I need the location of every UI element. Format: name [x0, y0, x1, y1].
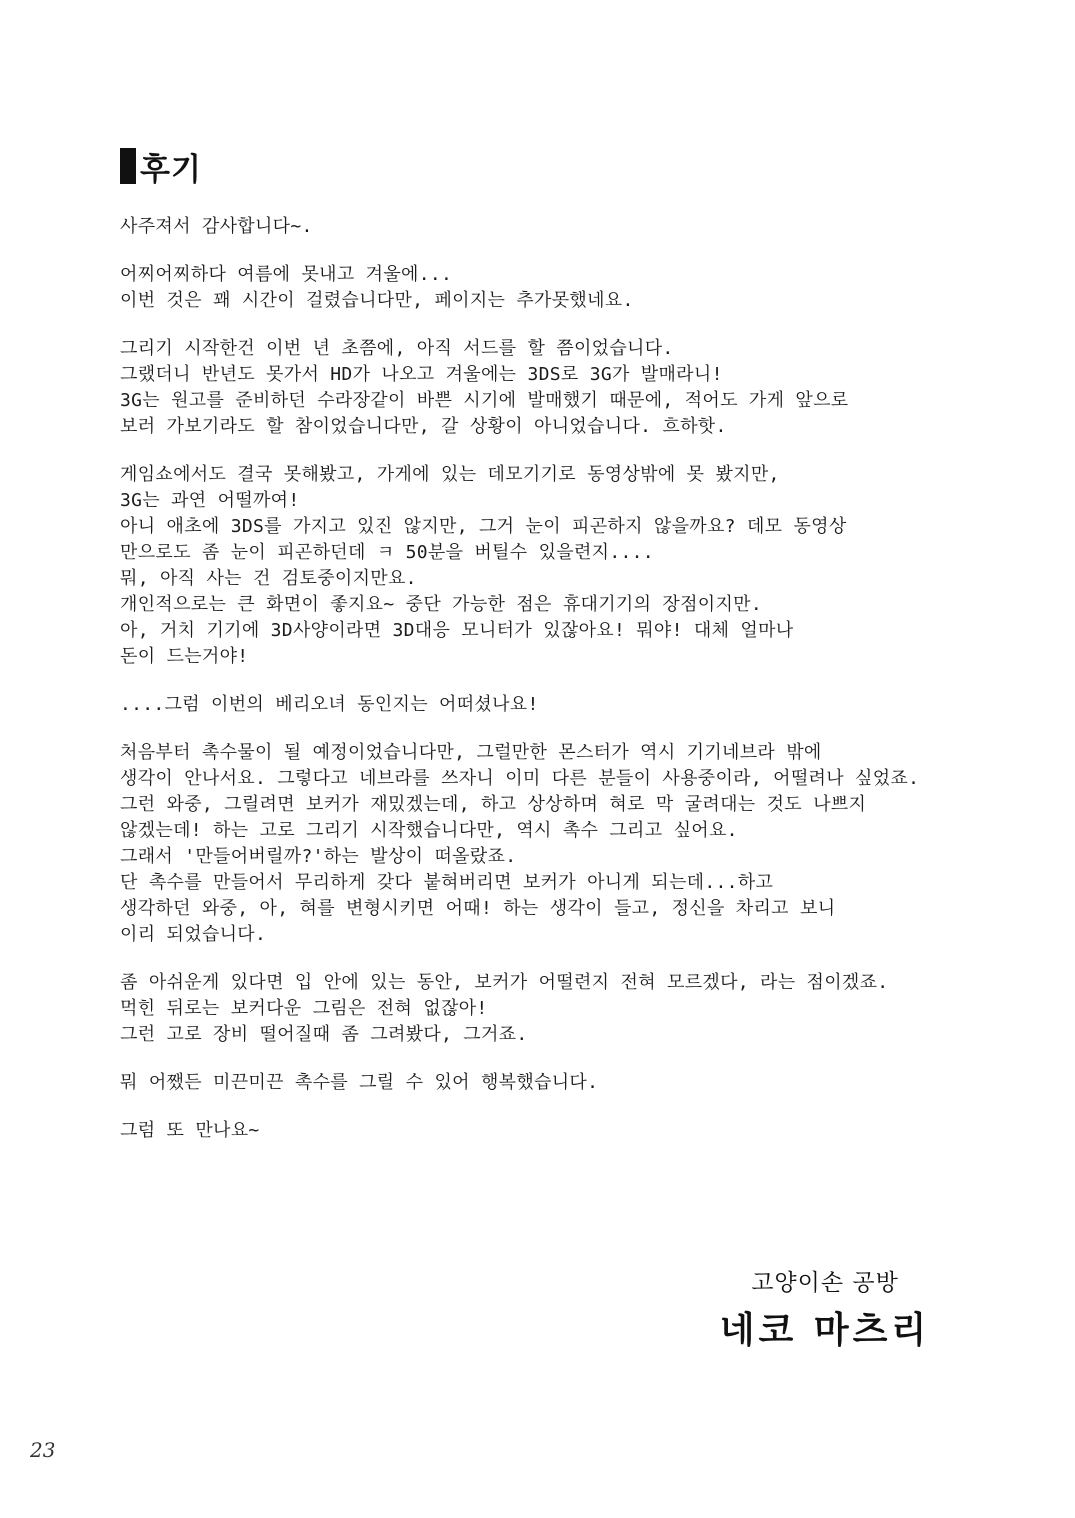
- text-line: 게임쇼에서도 결국 못해봤고, 가게에 있는 데모기기로 동영상밖에 못 봤지만,: [120, 464, 780, 485]
- section-heading: [120, 146, 202, 186]
- paragraph: [120, 1118, 1020, 1144]
- afterword-body: [120, 214, 1020, 1166]
- text-line: 그래서 '만들어버릴까?'하는 발상이 떠올랐죠.: [120, 846, 517, 867]
- text-line: 어찌어찌하다 여름에 못내고 겨울에...: [120, 264, 453, 285]
- paragraph: [120, 692, 1020, 718]
- text-line: 않겠는데! 하는 고로 그리기 시작했습니다만, 역시 촉수 그리고 싶어요.: [120, 820, 738, 841]
- text-line: 단 촉수를 만들어서 무리하게 갖다 붙혀버리면 보커가 아니게 되는데...하고: [120, 872, 774, 893]
- text-line: ....그럼 이번의 베리오녀 동인지는 어떠셨나요!: [120, 694, 539, 715]
- page-number: 23: [30, 1438, 56, 1462]
- text-line: 만으로도 좀 눈이 피곤하던데 ㅋ 50분을 버틸수 있을련지....: [120, 542, 654, 563]
- text-line: 보러 가보기라도 할 참이었습니다만, 갈 상황이 아니었습니다. 흐하핫.: [120, 416, 727, 437]
- signature-group: 고양이손 공방: [751, 1270, 899, 1296]
- text-line: 3G는 과연 어떨까여!: [120, 490, 300, 511]
- text-line: 뭐, 아직 사는 건 검토중이지만요.: [120, 568, 417, 589]
- text-line: 먹힌 뒤로는 보커다운 그림은 전혀 없잖아!: [120, 998, 488, 1019]
- paragraph: [120, 1070, 1020, 1096]
- paragraph: [120, 214, 1020, 240]
- text-line: 사주져서 감사합니다~.: [120, 216, 313, 237]
- paragraph: [120, 970, 1020, 1048]
- text-line: 3G는 원고를 준비하던 수라장같이 바쁜 시기에 발매했기 때문에, 적어도 가게 앞으로: [120, 390, 849, 411]
- text-line: 그런 와중, 그릴려면 보커가 재밌겠는데, 하고 상상하며 혀로 막 굴려대는 것도 나쁘지: [120, 794, 867, 815]
- text-line: 그런 고로 장비 떨어질때 좀 그려봤다, 그거죠.: [120, 1024, 528, 1045]
- text-line: 돈이 드는거야!: [120, 646, 249, 667]
- text-line: 아니 애초에 3DS를 가지고 있진 않지만, 그거 눈이 피곤하지 않을까요? 데모 동영상: [120, 516, 847, 537]
- text-line: 이번 것은 꽤 시간이 걸렸습니다만, 페이지는 추가못했네요.: [120, 290, 634, 311]
- heading-bar-marker: [120, 148, 136, 184]
- paragraph: [120, 336, 1020, 440]
- paragraph: [120, 262, 1020, 314]
- text-line: 그럼 또 만나요~: [120, 1120, 260, 1141]
- text-line: 개인적으로는 큰 화면이 좋지요~ 중단 가능한 점은 휴대기기의 장점이지만.: [120, 594, 763, 615]
- text-line: 뭐 어쨌든 미끈미끈 촉수를 그릴 수 있어 행복했습니다.: [120, 1072, 599, 1093]
- text-line: 생각이 안나서요. 그렇다고 네브라를 쓰자니 이미 다른 분들이 사용중이라, 어떨려나 싶었죠.: [120, 768, 920, 789]
- text-line: 이리 되었습니다.: [120, 924, 267, 945]
- heading-title: 후기: [140, 151, 202, 188]
- text-line: 좀 아쉬운게 있다면 입 안에 있는 동안, 보커가 어떨련지 전혀 모르겠다, 라는 점이겠죠.: [120, 972, 889, 993]
- paragraph: [120, 462, 1020, 670]
- text-line: 처음부터 촉수물이 될 예정이었습니다만, 그럴만한 몬스터가 역시 기기네브라 밖에: [120, 742, 822, 763]
- paragraph: [120, 740, 1020, 948]
- text-line: 생각하던 와중, 아, 혀를 변형시키면 어때! 하는 생각이 들고, 정신을 차리고 보니: [120, 898, 836, 919]
- text-line: 그랬더니 반년도 못가서 HD가 나오고 겨울에는 3DS로 3G가 발매라니!: [120, 364, 723, 385]
- signature-name: 네코 마츠리: [719, 1310, 931, 1351]
- text-line: 아, 거치 기기에 3D사양이라면 3D대응 모니터가 있잖아요! 뭐야! 대체 얼마나: [120, 620, 794, 641]
- text-line: 그리기 시작한건 이번 년 초쯤에, 아직 서드를 할 쯤이었습니다.: [120, 338, 674, 359]
